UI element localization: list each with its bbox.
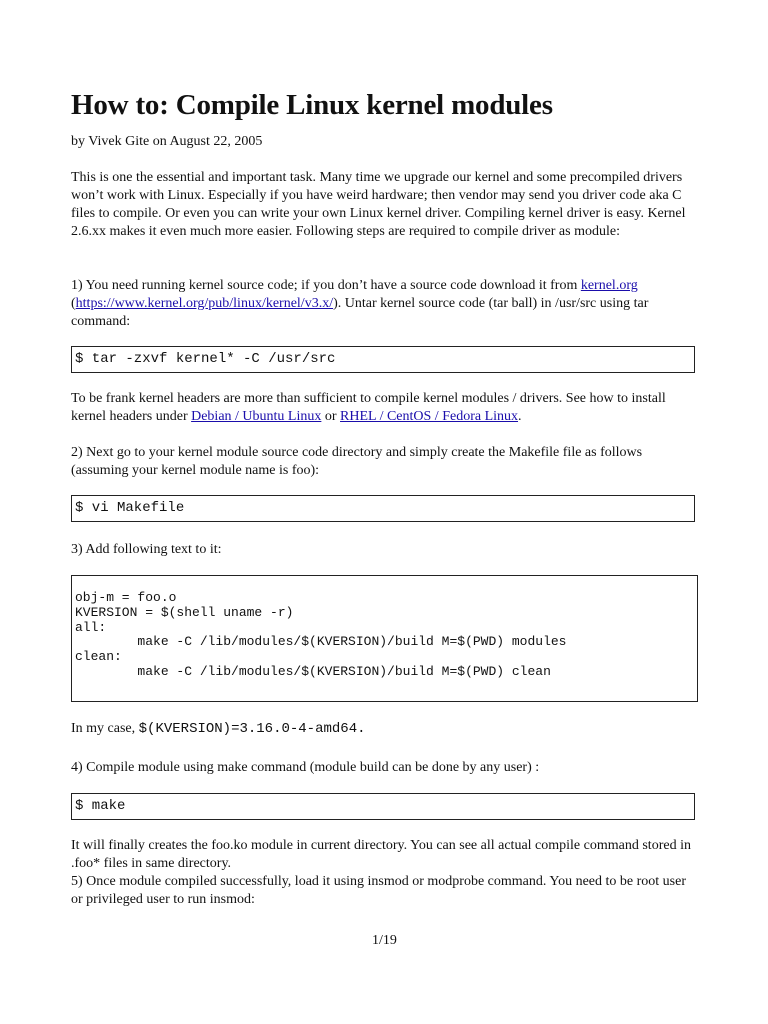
mycase-paragraph <box>71 720 699 738</box>
page-number: 1/19 <box>372 933 397 948</box>
intro-paragraph: This is one the essential and important task. Many time we upgrade our kernel and some precompiled drivers won’t work with Linux. Especially if you have weird hardware; then vendor may send you driver code aka C files to compile. Or even you can write your own Linux kernel driver. Compiling kernel driver is easy. Kernel 2.6.xx makes it even much more easier. Following steps are required to compile driver as module: <box>71 170 686 239</box>
rhel-centos-fedora-link[interactable]: RHEL / CentOS / Fedora Linux <box>340 409 519 424</box>
step4-paragraph: 4) Compile module using make command (module build can be done by any user) : <box>71 760 540 775</box>
step5-paragraph <box>71 837 699 909</box>
vi-command-box: $ vi Makefile <box>71 495 695 522</box>
tar-command-box: $ tar -zxvf kernel* -C /usr/src <box>71 346 695 373</box>
kernel-org-link[interactable]: kernel.org <box>580 278 638 293</box>
step3-paragraph: 3) Add following text to it: <box>71 542 222 557</box>
step5-text-a: It will finally creates the foo.ko module in current directory. You can see all actual compile command stored in .foo* files in same directory. <box>71 838 691 871</box>
headers-note-paragraph <box>71 390 699 426</box>
step2-paragraph: 2) Next go to your kernel module source code directory and simply create the Makefile file as follows (assuming your kernel module name is foo): <box>71 445 643 478</box>
step5-text-b: 5) Once module compiled successfully, load it using insmod or modprobe command. You need to be root user or privileged user to run insmod: <box>71 874 686 907</box>
mycase-text: In my case, <box>71 721 139 736</box>
step1-paragraph <box>71 277 699 331</box>
kernel-url-link[interactable]: https://www.kernel.org/pub/linux/kernel/v3.x/ <box>75 296 334 311</box>
step1-text-c: ). Untar kernel source code (tar ball) in /usr/src using tar command: <box>71 296 649 329</box>
make-command-box: $ make <box>71 793 695 820</box>
headers-note-text-b: or <box>321 409 341 424</box>
page-title: How to: Compile Linux kernel modules <box>71 89 553 121</box>
step1-text-b: ( <box>71 296 76 311</box>
debian-ubuntu-link[interactable]: Debian / Ubuntu Linux <box>191 409 322 424</box>
byline: by Vivek Gite on August 22, 2005 <box>71 134 263 149</box>
headers-note-text-a: To be frank kernel headers are more than sufficient to compile kernel modules / drivers. See how to install kernel headers under <box>71 391 666 424</box>
kversion-value: $(KVERSION)=3.16.0-4-amd64. <box>138 721 366 737</box>
makefile-code-box: obj-m = foo.o KVERSION = $(shell uname -r) all: make -C /lib/modules/$(KVERSION)/build M=$(PWD) modules clean: make -C /lib/modules/$(KVERSION)/build M=$(PWD) clean <box>71 575 698 702</box>
step1-text-a: 1) You need running kernel source code; if you don’t have a source code download it from <box>71 278 581 293</box>
headers-note-text-c: . <box>518 409 522 424</box>
